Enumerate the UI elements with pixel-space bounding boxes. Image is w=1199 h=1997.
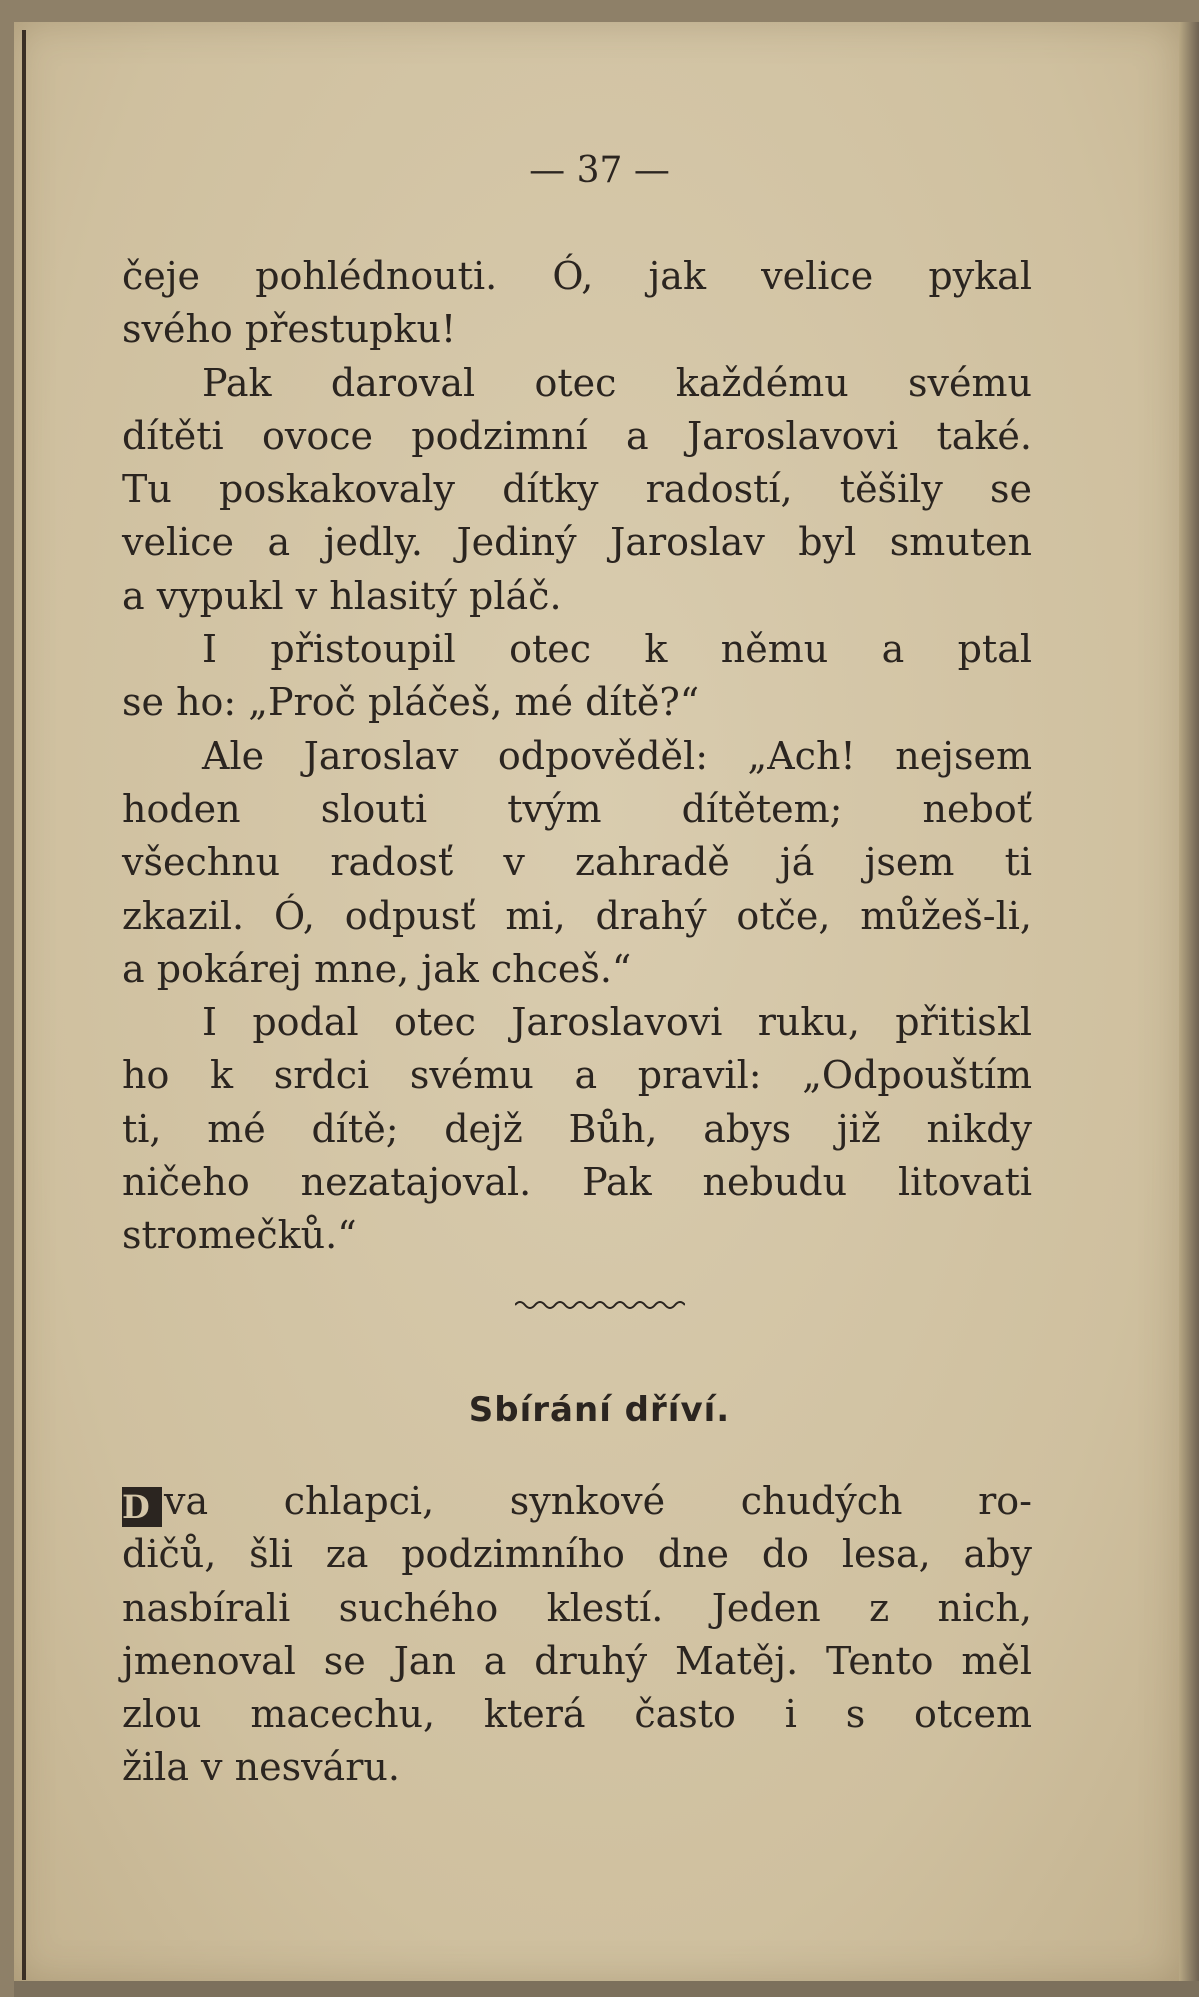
text-line: všechnu radosť v zahradě já jsem ti (122, 840, 1032, 885)
dropcap-initial: D (122, 1487, 162, 1527)
text-line: stromečků.“ (122, 1213, 357, 1258)
story-paragraphs (122, 250, 1032, 1263)
text-line: nasbírali suchého klestí. Jeden z nich, (122, 1585, 1032, 1630)
text-line: čeje pohlédnouti. Ó, jak velice pykal (122, 254, 1032, 298)
text-line: žila v nesváru. (122, 1745, 400, 1790)
page-number: — 37 — (529, 150, 670, 191)
spine-edge (22, 30, 26, 1980)
text-line: se ho: „Proč pláčeš, mé dítě?“ (122, 680, 700, 725)
text-line: Tu poskakovaly dítky radostí, těšily se (122, 467, 1032, 512)
text-line: a pokárej mne, jak chceš.“ (122, 946, 632, 991)
text-line: velice a jedly. Jediný Jaroslav byl smuten (122, 520, 1032, 565)
page-edge-right (1179, 22, 1199, 1982)
text-line: I přistoupil otec k němu a ptal (202, 627, 1032, 672)
text-line: ničeho nezatajoval. Pak nebudu litovati (122, 1160, 1032, 1205)
text-line: zlou macechu, která často i s otcem (122, 1692, 1032, 1737)
section-divider-ornament (0, 1298, 1199, 1317)
text-line: hoden slouti tvým dítětem; neboť (122, 786, 1032, 831)
section-text (122, 1475, 1032, 1795)
text-line: Pak daroval otec každému svému (202, 360, 1032, 405)
text-line: zkazil. Ó, odpusť mi, drahý otče, můžeš-li, (122, 893, 1032, 938)
text-line: jmenoval se Jan a druhý Matěj. Tento měl (122, 1638, 1032, 1683)
text-line (122, 1475, 1032, 1528)
text-line-rest: va chlapci, synkové chudých ro- (164, 1479, 1032, 1523)
text-line: Ale Jaroslav odpověděl: „Ach! nejsem (202, 733, 1032, 778)
text-line: svého přestupku! (122, 307, 457, 352)
page-edge-bottom (14, 1981, 1199, 1997)
text-line: ti, mé dítě; dejž Bůh, abys již nikdy (122, 1106, 1032, 1151)
text-line: dičů, šli za podzimního dne do lesa, aby (122, 1532, 1032, 1577)
text-line: I podal otec Jaroslavovi ruku, přitiskl (202, 1000, 1032, 1045)
text-line: ho k srdci svému a pravil: „Odpouštím (122, 1053, 1032, 1098)
section-heading: Sbírání dříví. (468, 1390, 731, 1430)
text-line: a vypukl v hlasitý pláč. (122, 573, 562, 618)
text-line: dítěti ovoce podzimní a Jaroslavovi také. (122, 413, 1032, 458)
